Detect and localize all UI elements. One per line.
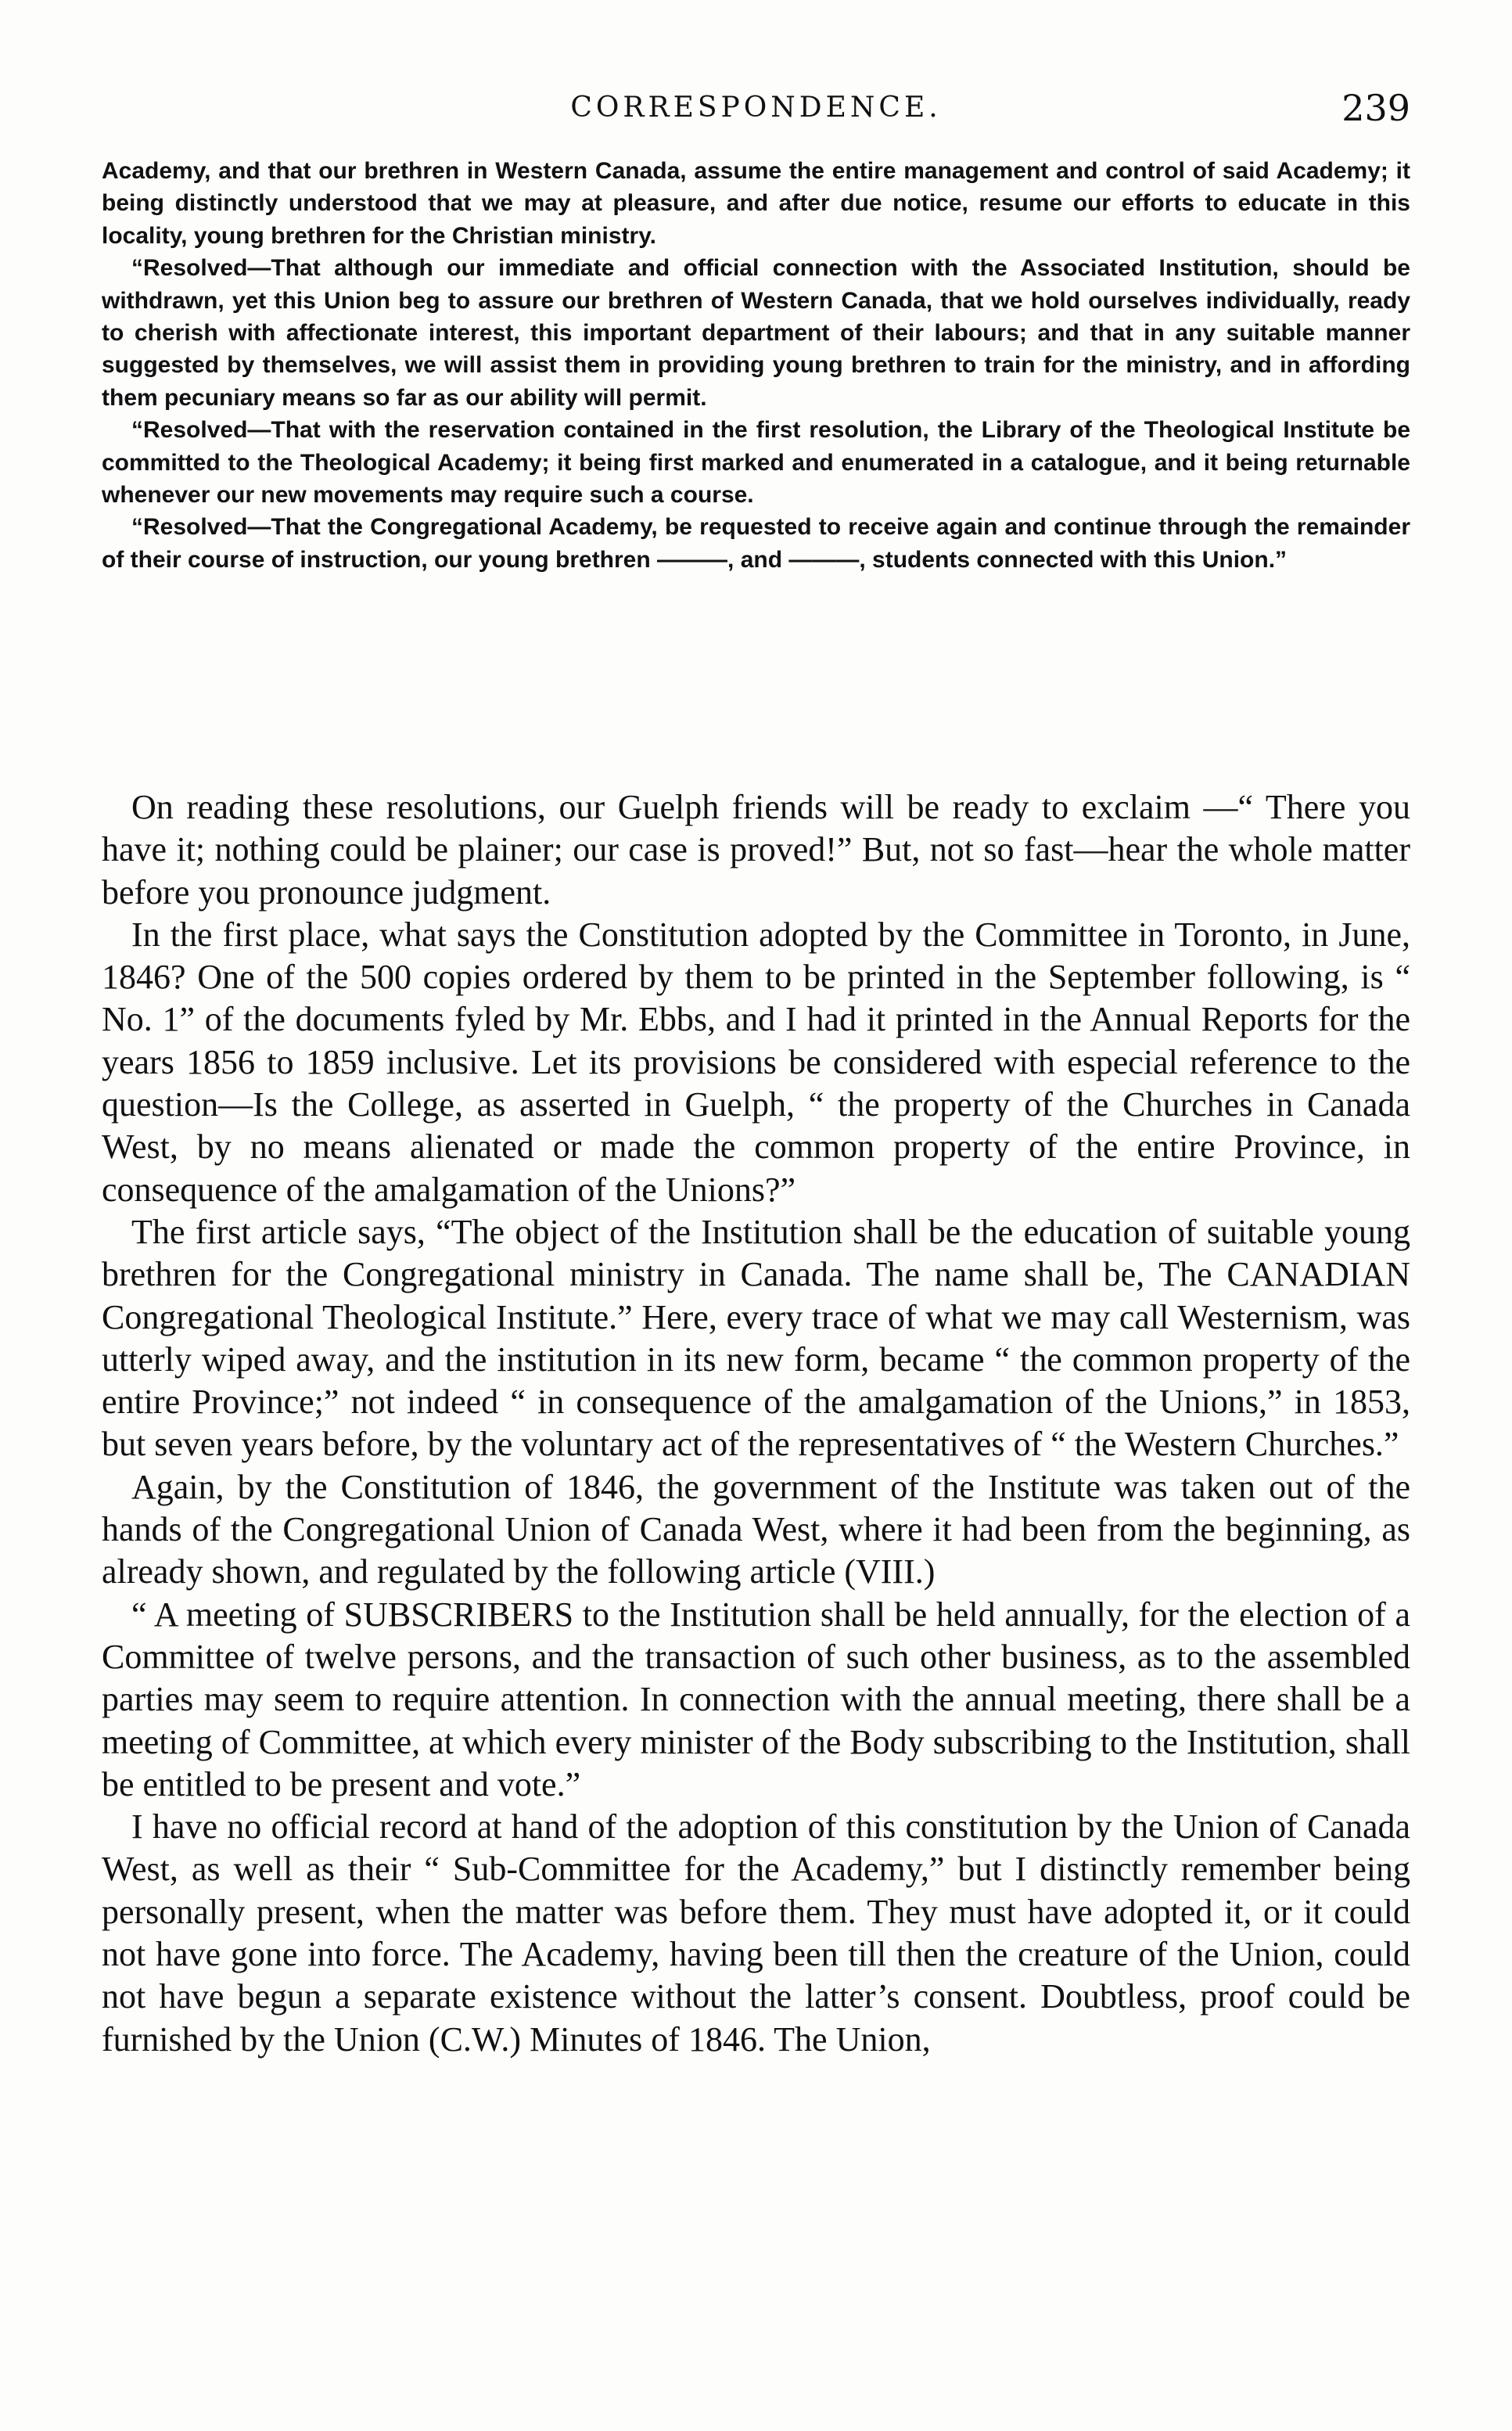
body-paragraph: I have no official record at hand of the adoption of this constitution by the Union of Canada West, as well as their “ Sub-Committee for the Academy,” but I distinctly remember being personally present, when the matter was before them. They must have adopted it, or it could not have gone into force. The Academy, having been till then the creature of the Union, could not have begun a separate existence without the latter’s consent. Doubtless, proof could be furnished by the Union (C.W.) Minutes of 1846. The Union, xyxy=(102,1807,1410,2059)
quoted-resolutions xyxy=(102,155,1410,576)
running-head-title: CORRESPONDENCE. xyxy=(570,92,942,124)
body-paragraph: “ A meeting of SUBSCRIBERS to the Institution shall be held annually, for the election of a Committee of twelve persons, and the transaction of such other business, as to the assembled parties may seem to require attention. In connection with the annual meeting, there shall be a meeting of Committee, at which every minister of the Body subscribing to the Institution, shall be entitled to be present and vote.” xyxy=(102,1595,1410,1803)
body-text xyxy=(102,786,1410,2061)
resolution-paragraph: “Resolved—That although our immediate and official connection with the Associated Institution, should be withdrawn, yet this Union beg to assure our brethren of Western Canada, that we hold ourselves individually, ready to cherish with affectionate interest, this important department of their labours; and that in any suitable manner suggested by themselves, we will assist them in providing young brethren to train for the ministry, and in affording them pecuniary means so far as our ability will permit. xyxy=(102,255,1410,411)
body-paragraph: Again, by the Constitution of 1846, the government of the Institute was taken out of the hands of the Congregational Union of Canada West, where it had been from the beginning, as already shown, and regulated by the following article (VIII.) xyxy=(102,1467,1410,1591)
body-paragraph: In the first place, what says the Constitution adopted by the Committee in Toronto, in June, 1846? One of the 500 copies ordered by them to be printed in the September following, is “ No. 1” of the documents fyled by Mr. Ebbs, and I had it printed in the Annual Reports for the years 1856 to 1859 inclusive. Let its provisions be considered with especial reference to the question—Is the College, as asserted in Guelph, “ the property of the Churches in Canada West, by no means alienated or made the common property of the entire Province, in consequence of the amalgamation of the Unions?” xyxy=(102,915,1410,1209)
resolution-paragraph: “Resolved—That the Congregational Academy, be requested to receive again and continue through the remainder of their course of instruction, our young brethren ———, and ———, students connected with this Union.” xyxy=(102,514,1410,573)
resolution-paragraph: Academy, and that our brethren in Western Canada, assume the entire management and control of said Academy; it being distinctly understood that we may at pleasure, and after due notice, resume our efforts to educate in this locality, young brethren for the Christian ministry. xyxy=(102,158,1410,249)
page-number: 239 xyxy=(1341,87,1410,129)
body-paragraph: On reading these resolutions, our Guelph friends will be ready to exclaim —“ There you have it; nothing could be plainer; our case is proved!” But, not so fast—hear the whole matter before you pronounce judgment. xyxy=(102,788,1410,912)
resolution-paragraph: “Resolved—That with the reservation contained in the first resolution, the Library of the Theological Institute be committed to the Theological Academy; it being first marked and enumerated in a catalogue, and it being returnable whenever our new movements may require such a course. xyxy=(102,417,1410,509)
running-head xyxy=(102,85,1410,131)
body-paragraph: The first article says, “The object of the Institution shall be the education of suitable young brethren for the Congregational ministry in Canada. The name shall be, The CANADIAN Congregational Theological Institute.” Here, every trace of what we may call Westernism, was utterly wiped away, and the institution in its new form, became “ the common property of the entire Province;” not indeed “ in consequence of the amalgamation of the Unions,” in 1853, but seven years before, by the voluntary act of the representatives of “ the Western Churches.” xyxy=(102,1212,1410,1464)
